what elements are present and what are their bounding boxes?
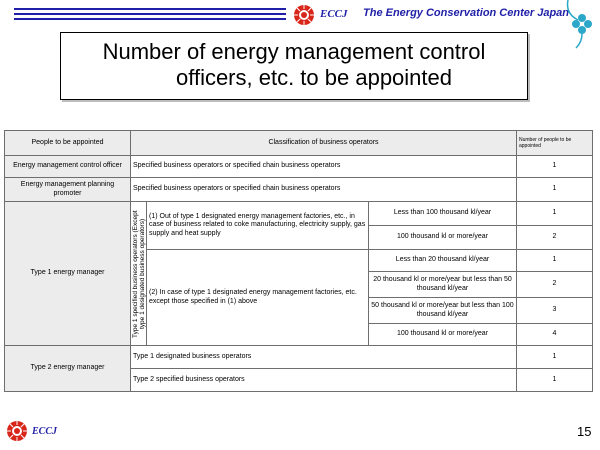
header-number: Number of people to be appointed bbox=[517, 131, 593, 156]
number-cell: 3 bbox=[517, 298, 593, 324]
vertical-label-cell bbox=[131, 202, 147, 346]
people-cell: Type 1 energy manager bbox=[5, 202, 131, 346]
appointment-table bbox=[4, 130, 592, 393]
number-cell: 1 bbox=[517, 156, 593, 178]
number-cell: 2 bbox=[517, 226, 593, 250]
classification-cell: Type 1 designated business operators bbox=[131, 346, 517, 369]
organization-name: The Energy Conservation Center Japan bbox=[363, 7, 569, 19]
page-number: 15 bbox=[577, 424, 592, 439]
footer-eccj-logo-icon bbox=[6, 420, 28, 442]
condition-cell: Less than 20 thousand kl/year bbox=[369, 250, 517, 272]
table-row bbox=[5, 346, 593, 369]
header-rule-lines bbox=[14, 8, 286, 24]
table-row bbox=[5, 156, 593, 178]
condition-cell: 100 thousand kl or more/year bbox=[369, 324, 517, 346]
classification-cell: Type 2 specified business operators bbox=[131, 369, 517, 392]
table-header-row bbox=[5, 131, 593, 156]
people-cell: Energy management control officer bbox=[5, 156, 131, 178]
classification-cell: Specified business operators or specified chain business operators bbox=[131, 178, 517, 202]
condition-cell: 100 thousand kl or more/year bbox=[369, 226, 517, 250]
number-cell: 1 bbox=[517, 369, 593, 392]
title-line-1: Number of energy management control bbox=[102, 39, 486, 64]
case-2-cell: (2) In case of type 1 designated energy management factories, etc. except those specified in (1) above bbox=[147, 250, 369, 346]
number-cell: 1 bbox=[517, 178, 593, 202]
case-1-cell: (1) Out of type 1 designated energy management factories, etc., in case of business related to coke manufacturing, electricity supply, gas supply and heat supply bbox=[147, 202, 369, 250]
table-row bbox=[5, 202, 593, 226]
clover-icon bbox=[564, 0, 600, 52]
number-cell: 2 bbox=[517, 272, 593, 298]
classification-cell: Specified business operators or specified chain business operators bbox=[131, 156, 517, 178]
number-cell: 1 bbox=[517, 346, 593, 369]
condition-cell: 50 thousand kl or more/year but less than 100 thousand kl/year bbox=[369, 298, 517, 324]
number-cell: 1 bbox=[517, 250, 593, 272]
eccj-logo-icon bbox=[293, 4, 315, 26]
footer-logo-text: ECCJ bbox=[32, 426, 58, 437]
condition-cell: Less than 100 thousand kl/year bbox=[369, 202, 517, 226]
vertical-label: Type 1 specified business operators (Except type 1 designated business operators) bbox=[131, 209, 146, 338]
slide-title bbox=[60, 32, 528, 100]
people-cell: Type 2 energy manager bbox=[5, 346, 131, 392]
header-classification: Classification of business operators bbox=[131, 131, 517, 156]
condition-cell: 20 thousand kl or more/year but less than 50 thousand kl/year bbox=[369, 272, 517, 298]
people-cell: Energy management planning promoter bbox=[5, 178, 131, 202]
table-row bbox=[5, 178, 593, 202]
number-cell: 4 bbox=[517, 324, 593, 346]
header-people: People to be appointed bbox=[5, 131, 131, 156]
number-cell: 1 bbox=[517, 202, 593, 226]
title-line-2: officers, etc. to be appointed bbox=[176, 65, 452, 90]
header-logo-text: ECCJ bbox=[320, 8, 348, 20]
